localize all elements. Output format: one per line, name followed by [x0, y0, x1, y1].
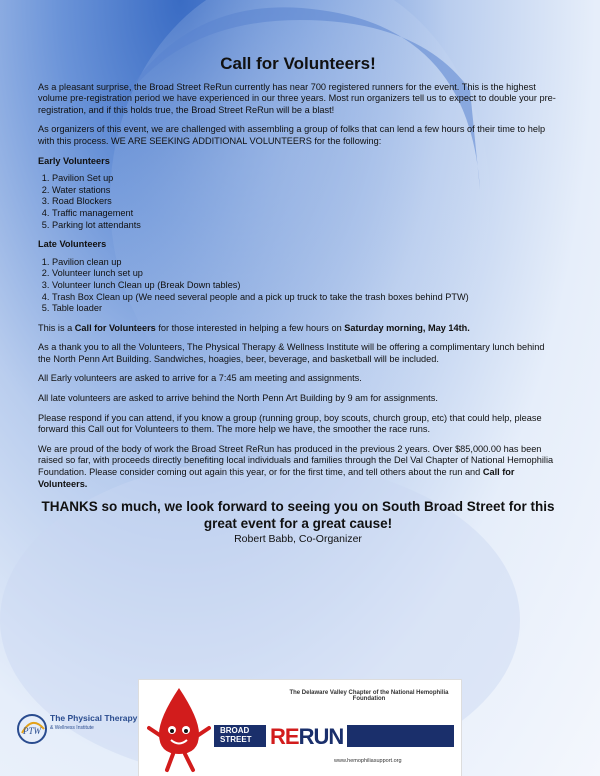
intro-paragraph: As a pleasant surprise, the Broad Street ReRun currently has near 700 registered runners for the event. This is the highest volume pre-registration period we have experienced in our three years. Most run organizers tell us to expect to double your pre-registration, and if this holds true, the Broad Street ReRun will be a blast!: [38, 81, 556, 115]
website-url: www.hemophiliasupport.org: [334, 758, 402, 764]
street-word: STREET: [220, 734, 252, 744]
list-item: 2. Water stations: [52, 185, 558, 197]
list-item: 1. Pavilion clean up: [52, 257, 558, 269]
respond-paragraph: Please respond if you can attend, if you know a group (running group, boy scouts, church group, etc) that could help, please forward this Call out for Volunteers to them. The more help we have, the smoother the race runs.: [38, 412, 542, 435]
late-volunteers-heading: Late Volunteers: [38, 239, 107, 250]
late-volunteers-list: [38, 257, 558, 315]
challenge-paragraph: As organizers of this event, we are challenged with assembling a group of folks that can lend a few hours of their time to help with this process. WE ARE SEEKING ADDITIONAL VOLUNTEERS for the following:: [38, 124, 546, 146]
early-arrival-paragraph: All Early volunteers are asked to arrive for a 7:45 am meeting and assignments.: [38, 373, 362, 384]
early-volunteers-list: [38, 173, 558, 231]
footer-logos: [0, 675, 600, 776]
signature: Robert Babb, Co-Organizer: [234, 533, 362, 546]
list-item: 3. Road Blockers: [52, 196, 558, 208]
thanks-closing: THANKS so much, we look forward to seeing you on South Broad Street for this great event for a great cause!: [41, 499, 555, 532]
list-item: 2. Volunteer lunch set up: [52, 268, 558, 280]
proud-paragraph: We are proud of the body of work the Broad Street ReRun has produced in the previous 2 years. Over $85,000.00 has been raised so far, with proceeds directly benefiting local individuals and families through the Del Val Chapter of National Hemophilia Foundation. Please consider coming out again this year, or for the first time, and tell others about the run and Call for Volunteers.: [38, 443, 554, 489]
run-word: RUN: [298, 724, 344, 749]
list-item: 1. Pavilion Set up: [52, 173, 558, 185]
ptw-name: The Physical Therapy: [50, 713, 138, 723]
re-word: RE: [270, 724, 299, 749]
list-item: 4. Trash Box Clean up (We need several people and a pick up truck to take the trash boxes behind PTW): [52, 292, 558, 304]
broad-word: BROAD: [220, 726, 250, 735]
list-item: 5. Parking lot attendants: [52, 220, 558, 232]
letter-body: [38, 54, 558, 546]
blood-drop-mascot-icon: [147, 684, 211, 774]
ptw-subtitle: & Wellness Institute: [50, 725, 94, 731]
early-volunteers-heading: Early Volunteers: [38, 155, 110, 166]
list-item: 5. Table loader: [52, 303, 558, 315]
org-name: The Delaware Valley Chapter of the National Hemophilia Foundation: [289, 690, 449, 702]
list-item: 4. Traffic management: [52, 208, 558, 220]
call-paragraph: This is a Call for Volunteers for those interested in helping a few hours on Saturday morning, May 14th.: [38, 322, 470, 333]
rerun-banner: [138, 679, 462, 776]
list-item: 3. Volunteer lunch Clean up (Break Down tables): [52, 280, 558, 292]
page-title: Call for Volunteers!: [220, 54, 376, 73]
svg-text:PTW: PTW: [23, 726, 41, 736]
thank-you-paragraph: As a thank you to all the Volunteers, The Physical Therapy & Wellness Institute will be offering a complimentary lunch behind the North Penn Art Building. Sandwiches, hoagies, beer, beverage, and basketball will be included.: [38, 342, 545, 364]
broad-street-rerun-logo: [214, 725, 454, 747]
late-arrival-paragraph: All late volunteers are asked to arrive behind the North Penn Art Building by 9 am for assignments.: [38, 393, 438, 404]
